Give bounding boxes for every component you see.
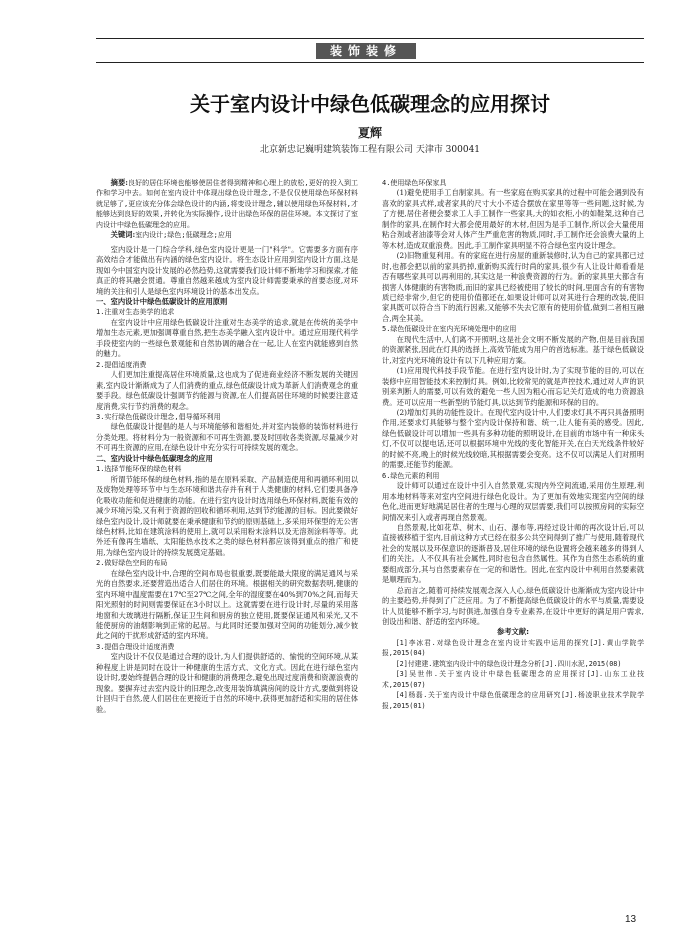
body-paragraph: 总而言之,随着可持续发展观念深入人心,绿色低碳设计也渐渐成为室内设计中的主要趋势,并得到了广泛应用。为了不断提高绿色低碳设计的水平与质量,需要设计人员能够不断学习,与时俱进,加强自身专业素养,在设计中更好的满足用户需求,创设出和谐、舒适的室内环境。	[382, 585, 644, 627]
reference-item: [2]付建建.建筑室内设计中的绿色设计理念分析[J].四川水泥,2015(08)	[395, 659, 622, 668]
subsection-heading: 3.实行绿色低碳设计理念,倡导循环利用	[96, 412, 221, 421]
abstract	[96, 178, 358, 241]
body-paragraph: 在绿色室内设计中,合理的空间布局也很重要,既要能最大限度的满足通风与采光的自然要求,还要营造出适合人们居住的环境。根据相关的研究数据表明,健康的室内环境中温度需要在17℃至27℃之间,全年的湿度要在40%到70%之间,而每天阳光照射的时间则需要保证在3小时以上。这就需要在进行设计时,尽量的采用落地窗和大玻璃进行隔断,保证卫生间和厨房的独立使用,既要保证通风和采光,又不能使厨房的油烟影响到正常的起居。与此同时还要加强对空间的功能划分,减少彼此之间的干扰形成舒适的室内环境。	[96, 568, 358, 641]
subsection-heading: 5.绿色低碳设计在室内光环境处理中的应用	[382, 325, 517, 334]
section-heading: 二、室内设计中绿色低碳理念的应用	[96, 453, 213, 463]
author: 夏辉	[357, 126, 382, 140]
affiliation: 北京新忠记巍明建筑装饰工程有限公司 天津市 300041	[259, 145, 481, 155]
left-body	[96, 245, 358, 715]
body-paragraph: 在室内设计中应用绿色低碳设计注重对生态美学的追求,就是在传统的美学中增加生态元素,更加强调尊重自然,把生态美学融入室内设计中。通过应用现代科学手段使室内的一些绿色景观能和自然协调的融合在一起,让人在室内就能感到自然的魅力。	[96, 317, 358, 359]
body-paragraph: (2)旧物重复利用。有的家庭在进行房屋的重新装修时,认为自己的家具都已过时,也都会把以前的家具扔掉,重新购买流行时尚的家具,很少有人让设计师看看是否有哪些家具可以再利用的,其实这是一种浪费资源的行为。新的家具里大都含有损害人体健康的有害物质,而旧的家具已经被使用了较长的时间,里面含有的有害物质已经非常少,但它的使用价值都还在,如果设计师可以对其进行合理的改装,使旧家具既可以符合当下的流行因素,又能够不失去它原有的使用价值,做到二者相互融合,两全其美。	[382, 251, 644, 323]
body-paragraph: 室内设计不仅仅是通过合理的设计,为人们提供舒适的、愉悦的空间环境,从某种程度上讲是同时在设计一种健康的生活方式、文化方式。因此在进行绿色室内设计时,要始终提倡合理的设计和健康的消费理念,避免出现过度消费和资源浪费的现象。要摒弃过去室内设计的旧理念,改变用装饰填满房间的设计方式,要做到将设计回归于自然,使人们居住在更接近于自然的环境中,获得更加舒适和实用的居住体验。	[96, 652, 358, 714]
body-paragraph: (1)避免使用手工自制家具。有一些家庭在购买家具的过程中可能会遇到没有喜欢的家具式样,或者家具的尺寸大小不适合摆放在家里等等一些问题,这时候,为了方便,居住者便会要求工人手工制作一些家具,大的如衣柜,小的如鞋架,这种自己制作的家具,在制作时大都会使用最好的木材,但因为是手工制作,所以会大量使用粘合剂或者油漆等会对人体产生严重危害的物质,同时,手工制作还会浪费大量的上等木材,造成双重浪费。因此,手工制作家具明显不符合绿色室内设计理念。	[382, 188, 644, 250]
header-rule-bottom	[96, 62, 644, 63]
reference-item: [3]吴世伟.关于室内设计中绿色低碳理念的应用探讨[J].山东工业技术,2015(07)	[382, 670, 644, 689]
subsection-heading: 3.提倡合理设计适度消费	[96, 642, 175, 651]
left-column	[96, 178, 358, 715]
reference-item: [1]李冰君.对绿色设计理念在室内设计实践中运用的探究[J].黄山学院学报,2015(04)	[382, 638, 644, 658]
right-column	[382, 178, 644, 711]
body-paragraph: (1)应用现代科技手段节能。在进行室内设计时,为了实现节能的目的,可以在装修中应用智能技术来控制灯具。例如,比较常见的就是声控技术,通过对人声的识别来判断人的需要,可以有效的避免一些人因为粗心而忘记关灯造成的电力资源浪费。还可以应用一些新型的节能灯具,以达到节约能源和环保的目的。	[382, 366, 644, 407]
body-paragraph: 所谓节能环保的绿色材料,指的是在原料采取、产品制造使用和再循环利用以及废物处理等环节中与生态环境和谐共存并有利于人类健康的材料,它们要具备净化吸收功能和促进健康的功能。在进行室内设计时选用绿色环保材料,既能有效的减少环境污染,又有利于资源的回收和循环利用,达到节约能源的目标。因此要做好绿色室内设计,设计师就要在秉承健康和节约的原则基础上,多采用环保型的无公害绿色材料,比如在建筑涂料的使用上,就可以采用粉末涂料以及无溶剂涂料等等。此外还有像再生墙纸、太阳能热水技术之类的绿色材料都应该得到重点的推广和使用,为绿色室内设计的持续发展奠定基础。	[96, 474, 358, 557]
body-paragraph: 人们更加注重提高居住环境质量,这也成为了促进商业经济不断发展的关键因素,室内设计渐渐成为了人们消费的重点,绿色低碳设计成为革新人们消费观念的重要手段。绿色低碳设计强调节约能源与资源,在人们提高居住环境的时候要注意适度消费,实行节约消费的观念。	[96, 370, 358, 411]
subsection-heading: 1.注重对生态美学的追求	[96, 308, 175, 317]
subsection-heading: 2.做好绿色空间的布局	[96, 559, 168, 568]
section-header	[96, 38, 644, 66]
header-rule-top	[96, 38, 644, 39]
section-label: 装饰装修	[316, 43, 416, 59]
body-paragraph: 绿色低碳设计提倡的是人与环境能够和谐相处,并对室内装修的装饰材料进行分类处理。将材料分为一般资源和不可再生资源,要及时回收各类资源,尽量减少对不可再生资源的应用,在绿色设计中充分实行可持续发展的观念。	[96, 422, 358, 453]
subsection-heading: 4.使用绿色环保家具	[382, 179, 447, 187]
abstract-text: 良好的居住环境也能够使居住者得到精神和心理上的放松,更好的投入到工作和学习中去。如何在室内设计中体现出绿色设计理念,不是仅仅使用绿色环保材料就足够了,更应该充分体会绿色设计的内涵,将变设计理念,辅以使用绿色环保材料,才能够达到良好的效果,并转化为实际操作,设计出绿色环保的居住环境。本文探讨了室内设计中绿色低碳理念的应用。	[96, 179, 358, 229]
body-paragraph: 室内设计是一门综合学科,绿色室内设计更是一门"科学"。它需要多方面有序高效结合才能做出有内涵的绿色室内设计。将生态设计应用到室内设计方面,这是现如今中国室内设计发展的必然趋势,这就需要我们设计师不断地学习和探索,才能真正的将其融会贯通。尊重自然越来越成为室内设计师需要秉承的首要态度,对环境的关注和引人是绿色室内环境设计的基本出发点。	[96, 244, 358, 296]
subsection-heading: 2.提倡适度消费	[96, 360, 147, 369]
references-list	[382, 638, 644, 711]
reference-item: [4]杨磊.关于室内设计中绿色低碳理念的应用研究[J].杨凌职业技术学院学报,2015(01)	[382, 691, 644, 710]
body-paragraph: 自然景观,比如花草、树木、山石、瀑布等,再经过设计师的再次设计后,可以直接被移植于室内,目前这种方式已经在很多公共空间得到了推广与使用,随着现代社会的发展以及环保意识的逐渐普及,居住环境的绿色设置将会越来越多的得到人们的关注。人不仅具有社会属性,同时也包含自然属性。其作为自然生态系统的重要组成部分,其与自然要素存在一定的和谐性。因此,在室内设计中利用自然要素就是顺理而为。	[382, 522, 644, 585]
right-body	[382, 178, 644, 627]
body-paragraph: 在现代生活中,人们离不开照明,这是社会文明不断发展的产物,但是目前我国的资源紧张,因此在灯具的选择上,高效节能成为用户的首选标准。基于绿色低碳设计,对室内光环境的设计有以下几种应用方案。	[382, 334, 644, 365]
subsection-heading: 6.绿色元素的利用	[382, 471, 440, 480]
keywords-label: 关键词:	[110, 230, 136, 240]
keywords-text: 室内设计;绿色;低碳理念;应用	[135, 231, 232, 240]
article-title: 关于室内设计中绿色低碳理念的应用探讨	[190, 92, 550, 116]
body-paragraph: (2)增加灯具的功能性设计。在现代室内设计中,人们要求灯具不再只具备照明作用,还要求灯具能够与整个室内设计保持和谐、统一,让人能有美的感受。因此,绿色低碳设计可以增加一些具有多种功能的照明设计,在目前的市场中有一种床头灯,不仅可以提电话,还可以根据环境中光线的变化智能开关,在白天光线条件较好的时候不亮,晚上的时候光线较暗,其根据需要会变亮。这不仅可以满足人们对照明的需要,还能节约能源。	[382, 407, 644, 470]
references-title: 参考文献:	[496, 627, 530, 637]
subsection-heading: 1.选择节能环保的绿色材料	[96, 465, 182, 474]
body-paragraph: 设计师可以通过在设计中引入自然景观,实现内外空间流通,采用仿生原理,利用本地材料等来对室内空间进行绿色化设计。为了更加有效地实现室内空间的绿色化,进而更好地满足居住者的生理与心理的双层需要,我们可以按照房间的实际空间情况来引入或者再现自然景观。	[382, 481, 644, 522]
page-number: 13	[625, 914, 637, 925]
abstract-label: 摘要:	[110, 178, 128, 187]
section-heading: 一、室内设计中绿色低碳设计的应用原则	[96, 296, 228, 306]
